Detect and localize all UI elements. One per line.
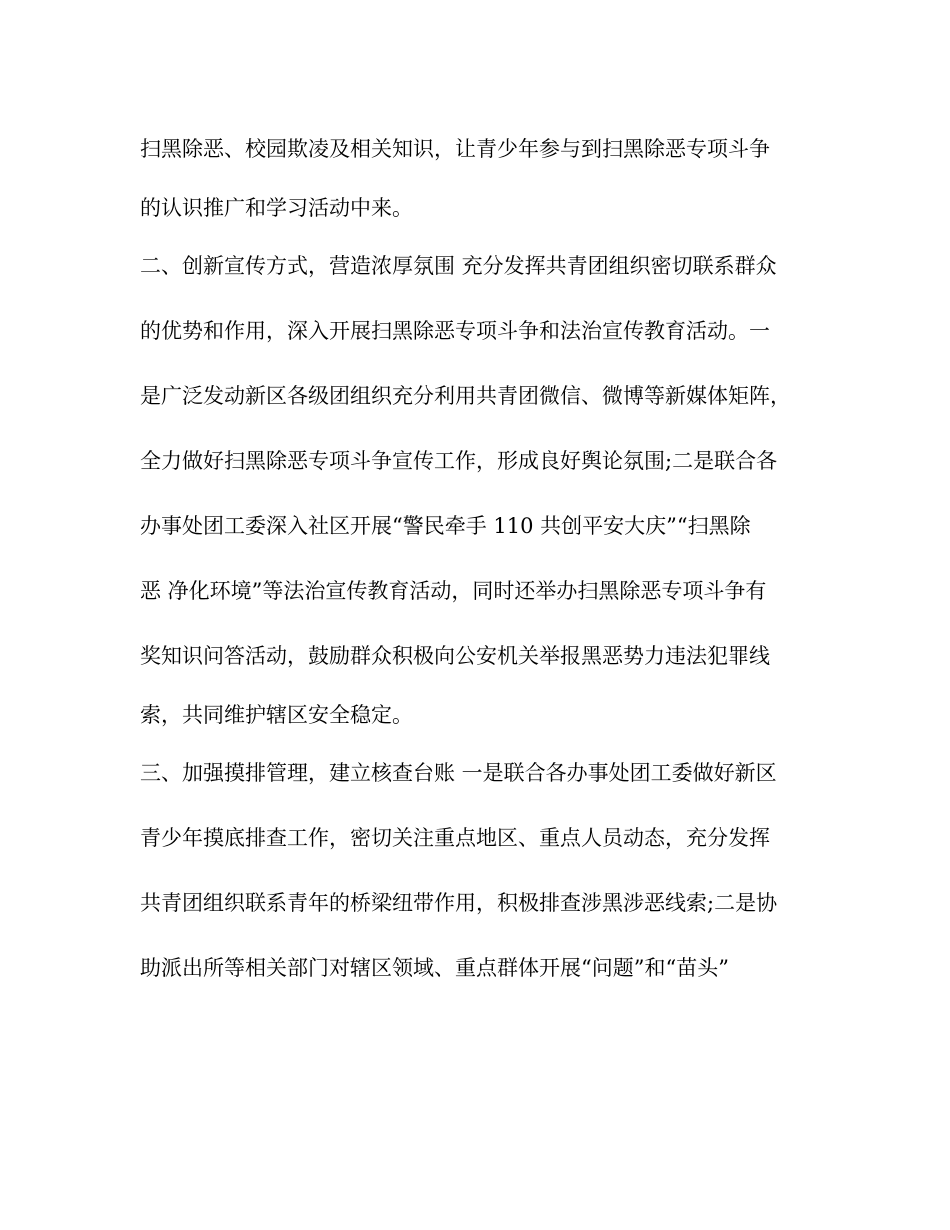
text-line: 的认识推广和学习活动中来。 [140, 196, 413, 220]
body-text [140, 117, 810, 1001]
section-heading-line: 二、创新宣传方式，营造浓厚氛围 充分发挥共青团组织密切联系群众 [140, 254, 777, 278]
text-line: 的优势和作用，深入开展扫黑除恶专项斗争和法治宣传教育活动。一 [140, 319, 770, 343]
text-line: 奖知识问答活动，鼓励群众积极向公安机关举报黑恶势力违法犯罪线 [140, 644, 770, 668]
text-line: 青少年摸底排查工作，密切关注重点地区、重点人员动态，充分发挥 [140, 826, 770, 850]
section-heading-line: 三、加强摸排管理，建立核查台账 一是联合各办事处团工委做好新区 [140, 761, 777, 785]
text-line: 索，共同维护辖区安全稳定。 [140, 703, 413, 727]
text-line: 是广泛发动新区各级团组织充分利用共青团微信、微博等新媒体矩阵， [140, 384, 791, 408]
text-line: 全力做好扫黑除恶专项斗争宣传工作，形成良好舆论氛围;二是联合各 [140, 449, 778, 473]
text-line: 助派出所等相关部门对辖区领域、重点群体开展“问题”和“苗头” [140, 956, 729, 980]
text-line: 共青团组织联系青年的桥梁纽带作用，积极排查涉黑涉恶线索;二是协 [140, 891, 778, 915]
text-line: 办事处团工委深入社区开展“警民牵手 110 共创平安大庆”“扫黑除 [140, 514, 751, 538]
text-line: 恶 净化环境”等法治宣传教育活动，同时还举办扫黑除恶专项斗争有 [140, 579, 767, 603]
text-line: 扫黑除恶、校园欺凌及相关知识，让青少年参与到扫黑除恶专项斗争 [140, 137, 770, 161]
